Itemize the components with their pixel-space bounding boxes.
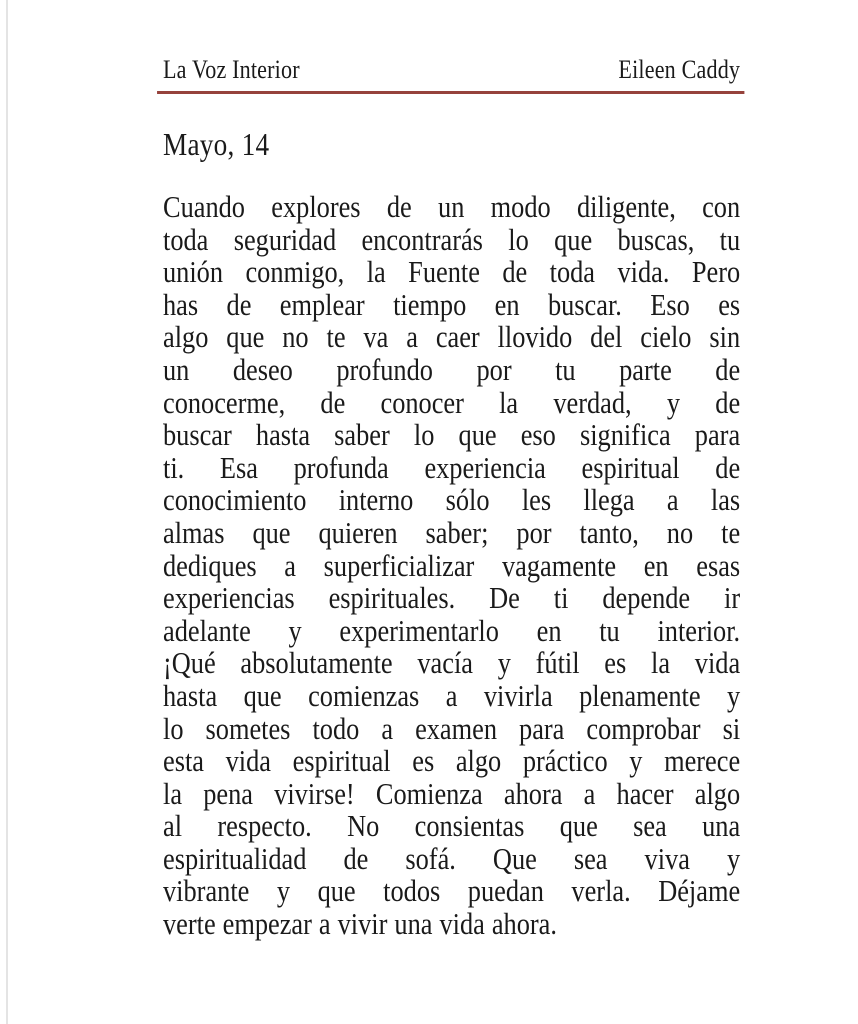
body-line: Cuando explores de un modo diligente, con xyxy=(163,189,741,224)
body-line: dediques a superficializar vagamente en esas xyxy=(163,547,741,583)
running-header-title: La Voz Interior xyxy=(163,55,300,84)
body-line: esta vida espiritual es algo práctico y merece xyxy=(163,743,741,779)
body-line: conocimiento interno sólo les llega a las xyxy=(163,482,741,518)
body-line: toda seguridad encontrarás lo que buscas, tu xyxy=(163,221,741,257)
body-line: lo sometes todo a examen para comprobar si xyxy=(163,710,741,746)
header-rule xyxy=(157,91,744,94)
body-line: vibrante y que todos puedan verla. Déjame xyxy=(163,873,741,909)
body-line: verte empezar a vivir una vida ahora. xyxy=(163,906,557,942)
body-line: buscar hasta saber lo que eso significa para xyxy=(163,417,741,453)
running-header xyxy=(163,55,740,85)
body-paragraph xyxy=(163,191,740,941)
body-line: almas que quieren saber; por tanto, no te xyxy=(163,514,741,550)
date-heading: Mayo, 14 xyxy=(163,126,270,162)
body-line: adelante y experimentarlo en tu interior. xyxy=(163,612,741,648)
body-line: ¡Qué absolutamente vacía y fútil es la vida xyxy=(163,645,741,681)
body-line: ti. Esa profunda experiencia espiritual de xyxy=(163,449,741,485)
body-line: experiencias espirituales. De ti depende ir xyxy=(163,580,741,616)
body-line: la pena vivirse! Comienza ahora a hacer algo xyxy=(163,775,741,811)
body-line: un deseo profundo por tu parte de xyxy=(163,351,741,387)
running-header-author: Eileen Caddy xyxy=(618,55,741,84)
body-line: algo que no te va a caer llovido del cielo sin xyxy=(163,319,741,355)
body-line: has de emplear tiempo en buscar. Eso es xyxy=(163,286,741,322)
page-edge-line xyxy=(6,0,8,1024)
body-line: hasta que comienzas a vivirla plenamente y xyxy=(163,677,741,713)
body-line: espiritualidad de sofá. Que sea viva y xyxy=(163,840,741,876)
page-content xyxy=(163,55,740,941)
body-line: conocerme, de conocer la verdad, y de xyxy=(163,384,741,420)
body-line: unión conmigo, la Fuente de toda vida. Pero xyxy=(163,254,741,290)
body-line: al respecto. No consientas que sea una xyxy=(163,808,741,844)
